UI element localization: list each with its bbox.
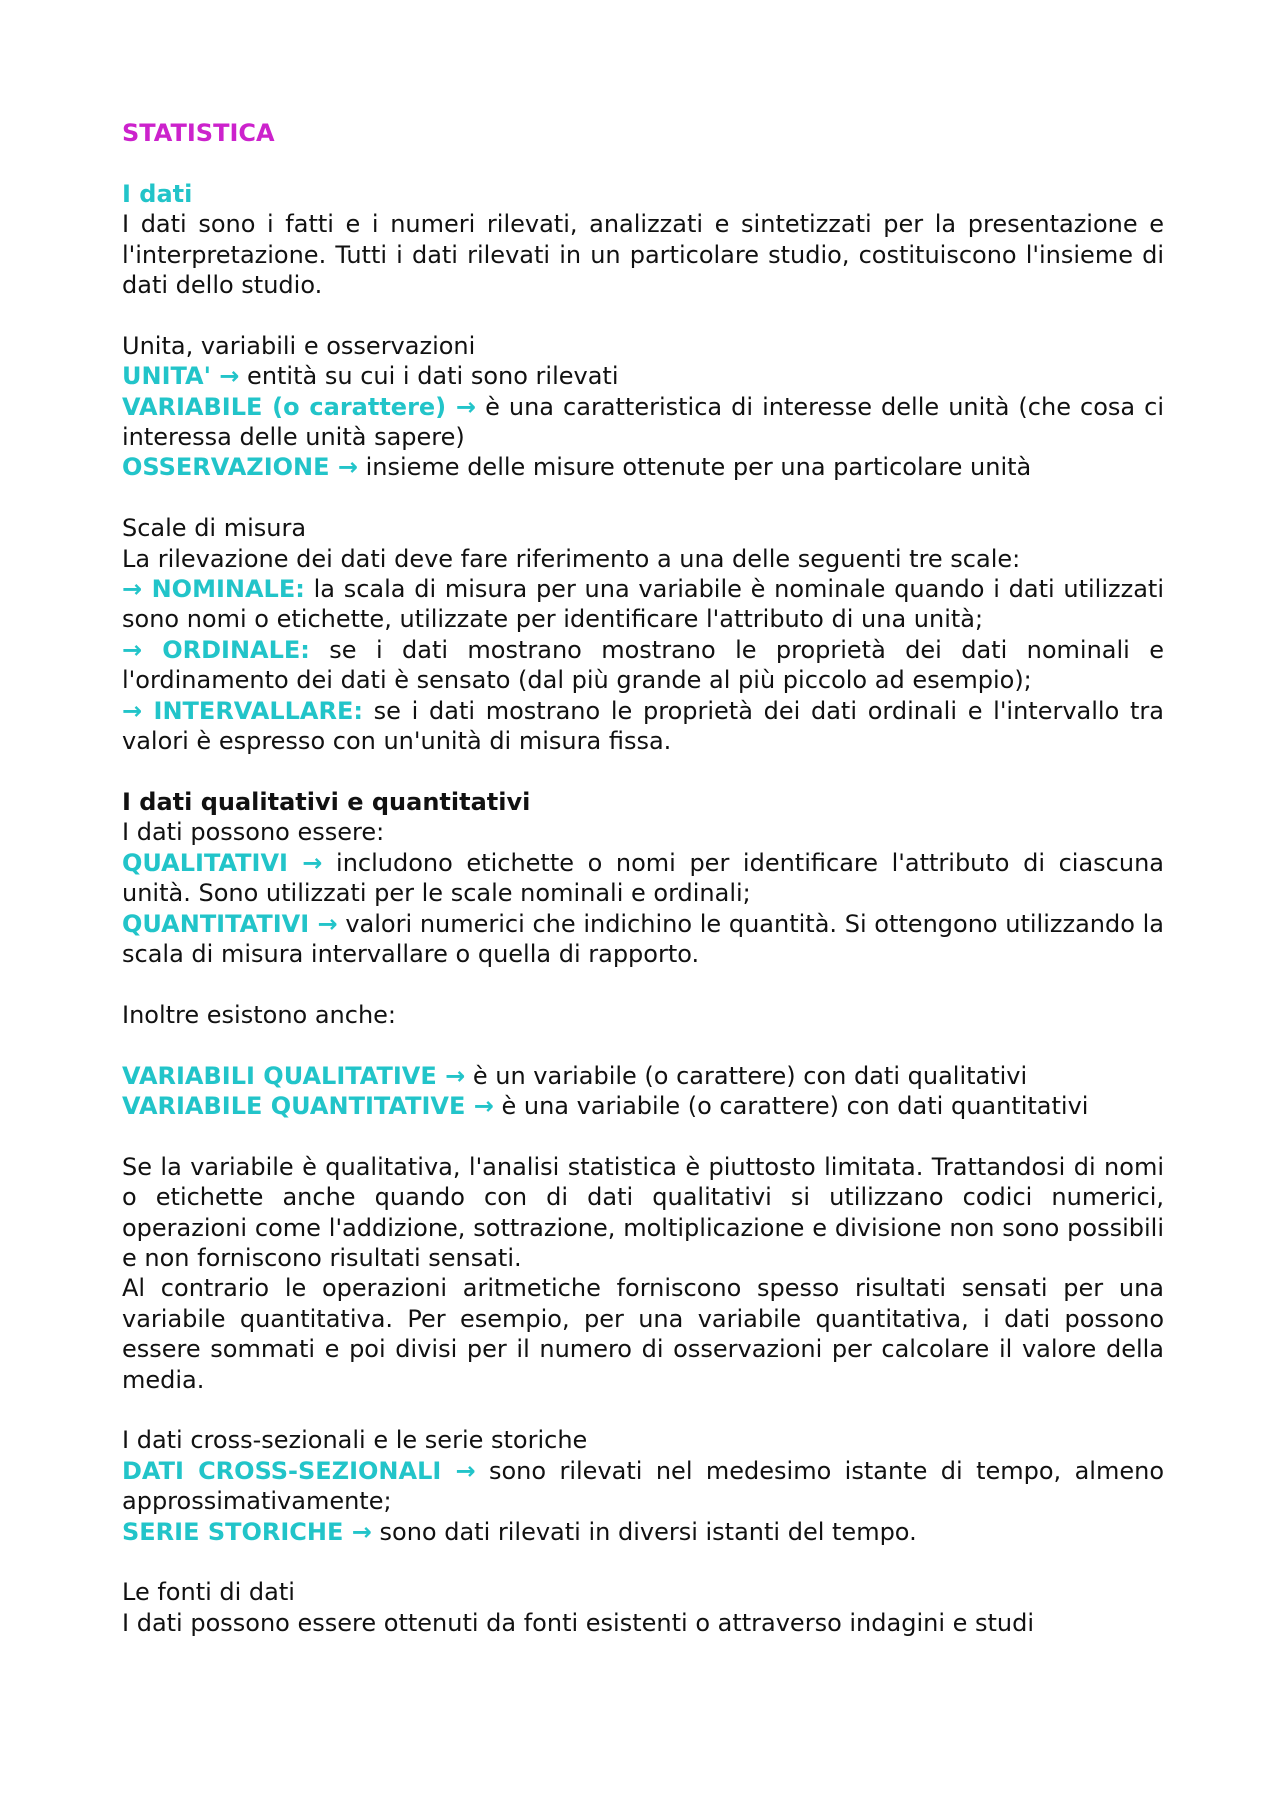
definition-serie-storiche (122, 1517, 1164, 1547)
term-ordinale: → ORDINALE: (122, 635, 310, 664)
heading-unita-variabili: Unita, variabili e osservazioni (122, 331, 476, 360)
definition-variabili-qualitative (122, 1061, 1164, 1091)
definition-quantitativi (122, 909, 1164, 970)
scale-ordinale (122, 635, 1164, 696)
scale-intro: La rilevazione dei dati deve fare riferimento a una delle seguenti tre scale: (122, 544, 1021, 573)
scale-intervallare (122, 696, 1164, 757)
definition-text: la scala di misura per una variabile è nominale quando i dati utilizzati sono nomi o etichette, utilizzate per identificare l'attributo di una unità; (122, 575, 1164, 634)
term-nominale: → NOMINALE: (122, 575, 305, 604)
term-variabile: VARIABILE (o carattere) → (122, 392, 477, 421)
definition-text: è una variabile (o carattere) con dati quantitativi (501, 1091, 1089, 1120)
qual-intro: I dati possono essere: (122, 818, 385, 847)
definition-osservazione (122, 452, 1164, 482)
qual-also: Inoltre esistono anche: (122, 1000, 397, 1029)
heading-cross-sezionali: I dati cross-sezionali e le serie storiche (122, 1426, 588, 1455)
heading-qualitativi-quantitativi: I dati qualitativi e quantitativi (122, 787, 531, 816)
definition-text: è una caratteristica di interesse delle unità (che cosa ci interessa delle unità sapere) (122, 392, 1164, 452)
term-unita: UNITA' → (122, 362, 240, 391)
definition-text: se i dati mostrano le proprietà dei dati ordinali e l'intervallo tra valori è espresso con un'unità di misura fissa. (122, 696, 1164, 756)
definition-text: entità su cui i dati sono rilevati (247, 362, 619, 391)
term-cross-sezionali: DATI CROSS-SEZIONALI → (122, 1456, 476, 1485)
term-quantitativi: QUANTITATIVI → (122, 909, 338, 938)
term-qualitativi: QUALITATIVI → (122, 848, 323, 877)
definition-text: sono dati rilevati in diversi istanti del tempo. (379, 1517, 917, 1546)
definition-variabile (122, 392, 1164, 453)
heading-scale-misura: Scale di misura (122, 514, 307, 543)
term-variabili-qualitative: VARIABILI QUALITATIVE → (122, 1061, 466, 1090)
definition-text: è un variabile (o carattere) con dati qualitativi (472, 1061, 1028, 1090)
definition-unita (122, 361, 1164, 391)
paragraph-qualitativa: Se la variabile è qualitativa, l'analisi statistica è piuttosto limitata. Trattandosi di nomi o etichette anche quando con di dati qualitativi si utilizzano codici numerici, operazioni come l'addizione, sottrazione, moltiplicazione e divisione non sono possibili e non forniscono risultati sensati. (122, 1152, 1164, 1272)
scale-nominale (122, 574, 1164, 635)
term-intervallare: → INTERVALLARE: (122, 696, 363, 725)
definition-text: valori numerici che indichino le quantità. Si ottengono utilizzando la scala di misura intervallare o quella di rapporto. (122, 909, 1164, 968)
definition-text: se i dati mostrano mostrano le proprietà dei dati nominali e l'ordinamento dei dati è sensato (dal più grande al più piccolo ad esempio); (122, 635, 1164, 695)
definition-qualitativi (122, 848, 1164, 909)
paragraph-fonti-dati: I dati possono essere ottenuti da fonti esistenti o attraverso indagini e studi (122, 1608, 1035, 1637)
document-title: STATISTICA (122, 119, 275, 147)
term-variabile-quantitative: VARIABILE QUANTITATIVE → (122, 1091, 494, 1120)
definition-text: insieme delle misure ottenute per una particolare unità (365, 453, 1032, 482)
definition-text: includono etichette o nomi per identificare l'attributo di ciascuna unità. Sono utilizzati per le scale nominali e ordinali; (122, 848, 1164, 908)
paragraph-i-dati: I dati sono i fatti e i numeri rilevati, analizzati e sintetizzati per la presentazione e l'interpretazione. Tutti i dati rilevati in un particolare studio, costituiscono l'insieme di dati dello studio. (122, 210, 1164, 300)
definition-text: sono rilevati nel medesimo istante di tempo, almeno approssimativamente; (122, 1456, 1165, 1516)
heading-fonti-dati: Le fonti di dati (122, 1578, 295, 1607)
definition-variabile-quantitative (122, 1091, 1164, 1121)
paragraph-quantitativa: Al contrario le operazioni aritmetiche forniscono spesso risultati sensati per una variabile quantitativa. Per esempio, per una variabile quantitativa, i dati possono essere sommati e poi divisi per il numero di osservazioni per calcolare il valore della media. (122, 1274, 1164, 1394)
definition-cross-sezionali (122, 1456, 1164, 1517)
document-page (122, 118, 1164, 1638)
term-osservazione: OSSERVAZIONE → (122, 453, 358, 482)
term-serie-storiche: SERIE STORICHE → (122, 1517, 372, 1546)
heading-i-dati: I dati (122, 179, 193, 208)
